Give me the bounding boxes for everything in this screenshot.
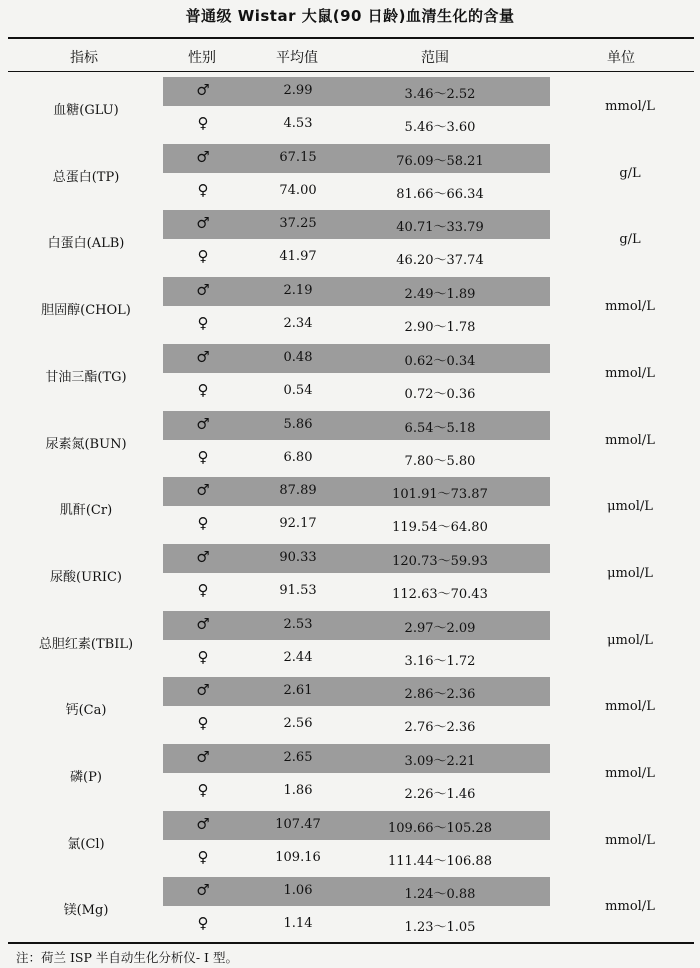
unit: mmol/L [605,766,655,781]
range-value: 3.46～2.52 [404,87,476,102]
sex-symbol-female: ♀ [197,847,209,866]
mean-value: 2.44 [283,649,313,665]
sex-symbol-male: ♂ [196,281,210,300]
range-value: 76.09～58.21 [396,153,484,169]
header-mean: 平均值 [276,50,318,66]
header-rule [8,71,694,72]
mean-value: 2.34 [283,316,313,332]
range-value: 7.80～5.80 [404,453,476,469]
unit: mmol/L [605,99,655,114]
range-value: 101.91～73.87 [392,487,488,503]
table-row-female [0,708,700,741]
mean-value: 74.00 [279,182,317,198]
sex-symbol-male: ♂ [196,814,210,833]
sex-symbol-female: ♀ [197,914,209,933]
mean-value: 1.86 [283,783,313,798]
sex-symbol-male: ♂ [196,681,210,700]
table-row-male [0,208,700,252]
sex-symbol-male: ♂ [196,481,210,500]
range-value: 5.46～3.60 [404,120,476,135]
indicator-name: 甘油三酯(TG) [45,369,127,385]
range-value: 40.71～33.79 [396,220,484,236]
range-value: 2.86～2.36 [404,687,476,703]
mean-value: 2.56 [283,716,313,732]
sex-symbol-male: ♂ [196,347,210,366]
range-value: 109.66～105.28 [388,820,492,836]
table-row-female [0,175,700,208]
range-value: 0.72～0.36 [404,386,476,402]
header-indicator: 指标 [70,50,98,66]
sex-symbol-male: ♂ [196,147,210,166]
indicator-name: 总胆红素(TBIL) [38,636,134,652]
table-row-male [0,275,700,319]
sex-symbol-female: ♀ [197,114,209,132]
unit: μmol/L [607,632,653,648]
header-unit: 单位 [607,50,635,66]
range-value: 1.23～1.05 [404,920,476,936]
range-value: 6.54～5.18 [404,420,476,436]
sex-symbol-male: ♂ [196,547,210,566]
table-row-female [0,442,700,475]
indicator-name: 胆固醇(CHOL) [41,303,131,319]
indicator-name: 总蛋白(TP) [52,169,120,185]
range-value: 2.97～2.09 [404,620,476,636]
sex-symbol-female: ♀ [197,647,209,666]
range-value: 120.73～59.93 [392,553,488,569]
indicator-name: 镁(Mg) [63,903,109,919]
unit: g/L [619,232,641,248]
range-value: 3.09～2.21 [404,754,476,769]
indicator-name: 氯(Cl) [67,836,105,852]
mean-value: 2.65 [283,750,313,765]
range-value: 0.62～0.34 [404,353,476,369]
mean-value: 67.15 [279,149,317,165]
mean-value: 2.61 [283,683,313,699]
sex-symbol-male: ♂ [196,81,210,99]
mean-value: 90.33 [279,549,317,565]
table-row-male [0,75,700,118]
table-row-female [0,508,700,541]
range-value: 119.54～64.80 [392,520,488,536]
table-title: 普通级 Wistar 大鼠(90 日龄)血清生化的含量 [185,7,515,25]
mean-value: 5.86 [283,416,313,432]
mean-value: 37.25 [279,216,317,232]
indicator-name: 白蛋白(ALB) [47,236,125,252]
mean-value: 1.14 [283,916,313,932]
mean-value: 0.54 [283,382,313,398]
table-row-female [0,575,700,608]
indicator-name: 尿素氮(BUN) [45,436,127,452]
range-value: 46.20～37.74 [396,253,484,269]
range-value: 3.16～1.72 [404,653,476,669]
unit: g/L [619,165,641,181]
indicator-name: 钙(Ca) [65,703,107,719]
range-value: 2.49～1.89 [404,287,476,303]
bottom-rule [8,942,694,944]
mean-value: 87.89 [279,483,317,499]
unit: μmol/L [607,499,653,515]
mean-value: 92.17 [279,516,317,532]
table-row-female [0,775,700,808]
mean-value: 41.97 [279,249,317,265]
sex-symbol-male: ♂ [196,881,210,900]
table-row-male [0,875,700,919]
mean-value: 91.53 [279,582,317,598]
table-row-female [0,308,700,341]
sex-symbol-female: ♀ [197,514,209,533]
sex-symbol-female: ♀ [197,781,209,799]
sex-symbol-male: ♂ [196,414,210,433]
sex-symbol-female: ♀ [197,180,209,199]
sex-symbol-male: ♂ [196,214,210,233]
sex-symbol-female: ♀ [197,247,209,266]
range-value: 81.66～66.34 [396,186,484,202]
table-row-male [0,742,700,785]
table-row-male [0,409,700,452]
table-row-female [0,375,700,408]
mean-value: 6.80 [283,449,313,465]
sex-symbol-female: ♀ [197,380,209,399]
unit: mmol/L [605,832,655,848]
range-value: 112.63～70.43 [392,586,488,602]
unit: mmol/L [605,432,655,448]
range-value: 2.76～2.36 [404,720,476,736]
sex-symbol-female: ♀ [197,580,209,599]
mean-value: 4.53 [283,116,313,131]
sex-symbol-female: ♀ [197,447,209,466]
unit: μmol/L [607,565,653,581]
table-header [0,40,700,70]
unit: mmol/L [605,299,655,315]
mean-value: 1.06 [283,883,313,899]
range-value: 2.26～1.46 [404,787,476,802]
indicator-name: 血糖(GLU) [53,103,119,118]
range-value: 1.24～0.88 [404,887,476,903]
mean-value: 107.47 [275,816,321,832]
sex-symbol-female: ♀ [197,314,209,333]
sex-symbol-male: ♂ [196,614,210,633]
mean-value: 0.48 [283,349,313,365]
table-row-male [0,542,700,585]
mean-value: 2.53 [283,616,313,632]
table-row-female [0,642,700,675]
indicator-name: 尿酸(URIC) [50,569,122,585]
indicator-name: 肌酐(Cr) [59,503,113,519]
table-row-female [0,241,700,274]
table-row-male [0,142,700,185]
unit: mmol/L [605,699,655,715]
indicator-name: 磷(P) [70,770,102,785]
table-row-female [0,908,700,941]
table-note: 注：荷兰 ISP 半自动生化分析仪- I 型。 [16,950,238,965]
range-value: 2.90～1.78 [404,320,476,336]
sex-symbol-female: ♀ [197,714,209,733]
mean-value: 2.19 [283,283,313,299]
table-row-female [0,842,700,875]
table-row-male [0,809,700,852]
table-row-male [0,342,700,385]
table-row-male [0,609,700,652]
top-rule [8,37,694,39]
range-value: 111.44～106.88 [388,853,492,869]
header-range: 范围 [421,50,449,66]
unit: mmol/L [605,899,655,915]
table-row-male [0,475,700,519]
unit: mmol/L [605,365,655,381]
mean-value: 2.99 [283,83,313,98]
sex-symbol-male: ♂ [196,748,210,766]
header-sex: 性别 [188,50,216,66]
table-row-male [0,675,700,719]
mean-value: 109.16 [275,849,321,865]
table-row-female [0,108,700,141]
